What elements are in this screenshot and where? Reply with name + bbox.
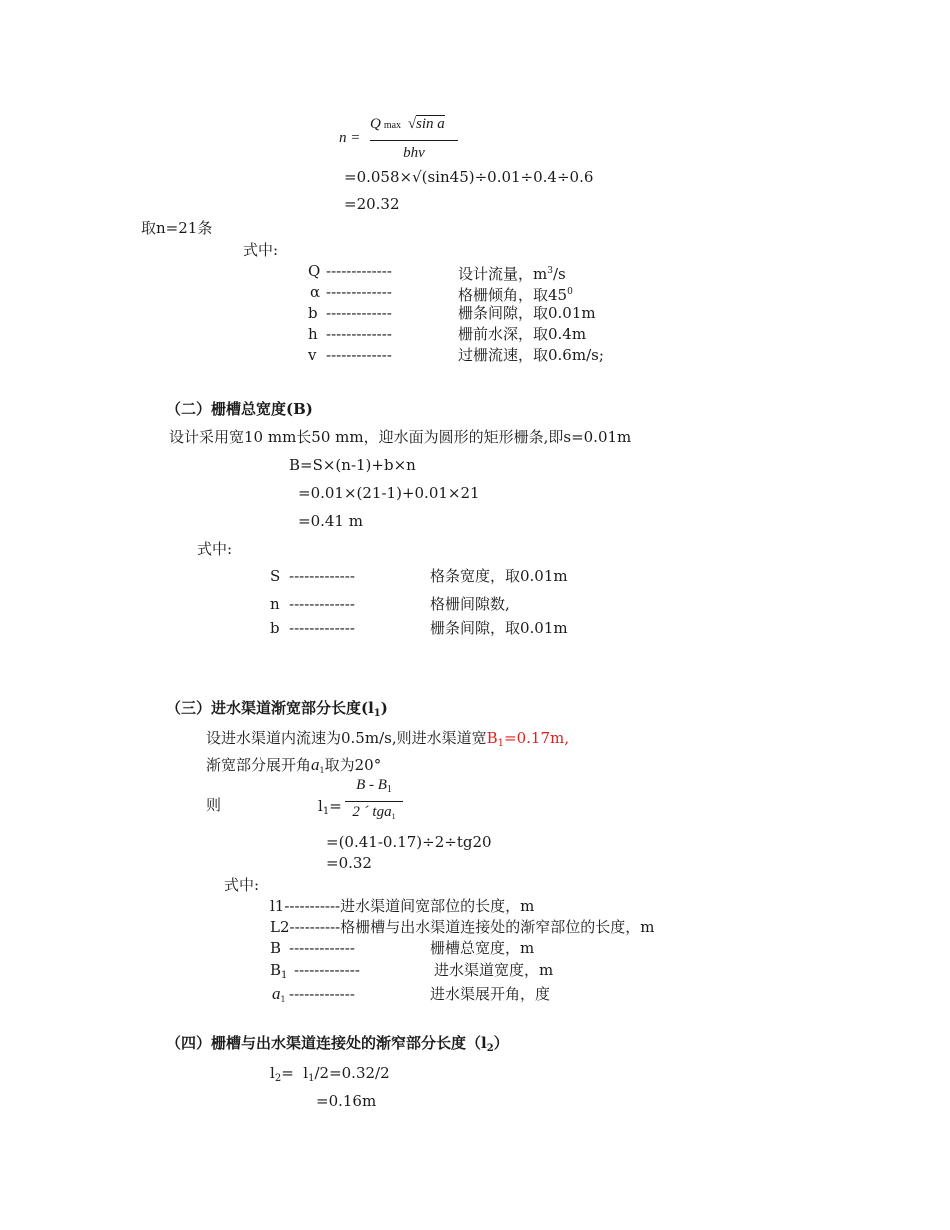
section2-desc-s: 格条宽度，取0.01m <box>430 567 568 585</box>
formula-n-sqrt: √ <box>407 116 417 132</box>
section2-sym-s: S <box>270 567 281 585</box>
section3-dash-a1: ------------- <box>289 985 355 1003</box>
where1-desc-b: 栅条间隙，取0.01m <box>458 304 596 322</box>
section3-sym-b: B <box>270 939 282 957</box>
take-n: 取n=21条 <box>141 219 213 237</box>
section3-desc-b: 栅槽总宽度，m <box>430 939 535 957</box>
section3-item-l2: L2----------格栅槽与出水渠道连接处的渐窄部位的长度，m <box>270 918 655 936</box>
section3-lhs: $l_1=$ <box>318 797 342 817</box>
where1-sym-q: Q <box>308 262 321 280</box>
section3-item-l1: l1-----------进水渠道间宽部位的长度，m <box>270 897 535 915</box>
section2-desc-b: 栅条间隙，取0.01m <box>430 619 568 637</box>
section2-dash-n: ------------- <box>289 595 355 613</box>
where1-dash-q: ------------- <box>326 262 392 280</box>
formula-n-line2: =20.32 <box>344 195 400 213</box>
section3-numerator: B - $B_1$ <box>356 777 392 795</box>
formula-n-numerator <box>370 116 445 133</box>
where1-sym-b: b <box>308 304 318 322</box>
section2-dash-b: ------------- <box>289 619 355 637</box>
where1-sym-alpha: α <box>310 283 321 301</box>
section2-formula1: B=S×(n-1)+b×n <box>289 456 416 474</box>
formula-n-max: max <box>383 120 402 131</box>
section2-sym-b: b <box>270 619 280 637</box>
where1-desc-q: 设计流量，$m^3/s$ <box>458 265 566 283</box>
section3-fraction-bar <box>345 801 403 802</box>
section3-where-label: 式中: <box>224 876 260 894</box>
section3-sym-b1: $B_1$ <box>270 961 288 981</box>
section3-ze: 则 <box>206 796 222 814</box>
where1-desc-v: 过栅流速，取0.6m/s; <box>458 346 604 364</box>
section3-desc2: 渐宽部分展开角$a_1$取为20° <box>206 755 382 775</box>
where1-sym-h: h <box>308 325 318 343</box>
section3-formula2: =(0.41-0.17)÷2÷tg20 <box>326 833 492 851</box>
section3-formula3: =0.32 <box>326 854 372 872</box>
b1-red-value: $B_1=0.17m$, <box>486 729 569 749</box>
where1-label: 式中: <box>243 241 279 259</box>
section4-formula2: =0.16m <box>316 1092 377 1110</box>
where1-dash-alpha: ------------- <box>326 283 392 301</box>
where1-dash-h: ------------- <box>326 325 392 343</box>
section2-formula2: =0.01×(21-1)+0.01×21 <box>298 484 480 502</box>
where1-dash-v: ------------- <box>326 346 392 364</box>
section3-desc-a1: 进水渠展开角，度 <box>430 985 551 1003</box>
section2-desc: 设计采用宽10 mm长50 mm，迎水面为圆形的矩形栅条,即s=0.01m <box>169 428 632 446</box>
section2-formula3: =0.41 m <box>298 512 363 530</box>
section2-desc-n: 格栅间隙数, <box>430 595 510 613</box>
where1-dash-b: ------------- <box>326 304 392 322</box>
formula-n-lhs: n = <box>339 130 361 146</box>
section3-desc-b1: 进水渠道宽度，m <box>434 961 554 979</box>
section3-desc1: 设进水渠道内流速为0.5m/s,则进水渠道宽$B_1=0.17m$, <box>206 729 569 749</box>
section3-heading: （三）进水渠道渐宽部分长度$(l_1)$ <box>166 699 388 719</box>
formula-n-line1: =0.058×√(sin45)÷0.01÷0.4÷0.6 <box>344 168 594 186</box>
section3-denominator: 2 ´ tga$_1$ <box>352 804 396 821</box>
section2-where-label: 式中: <box>197 540 233 558</box>
section4-heading: （四）栅槽与出水渠道连接处的渐窄部分长度$(l_2)$ <box>166 1034 509 1054</box>
section4-formula1: $l_2= l_1/2=0.32/2$ <box>270 1064 390 1084</box>
section3-dash-b1: ------------- <box>294 961 360 979</box>
section2-dash-s: ------------- <box>289 567 355 585</box>
section2-heading: （二）栅槽总宽度(B) <box>166 400 313 418</box>
where1-sym-v: v <box>308 346 317 364</box>
formula-n-sin: sin a <box>416 116 445 132</box>
formula-n-fraction-bar <box>370 140 458 141</box>
formula-n-q: Q <box>370 116 381 132</box>
formula-n-denominator: bhv <box>403 145 425 161</box>
where1-desc-alpha: 格栅倾角，取$45^0$ <box>458 286 573 304</box>
section3-sym-a1: $a_1$ <box>272 984 286 1004</box>
section2-sym-n: n <box>270 595 280 613</box>
section3-dash-b: ------------- <box>289 939 355 957</box>
where1-desc-h: 栅前水深，取0.4m <box>458 325 587 343</box>
